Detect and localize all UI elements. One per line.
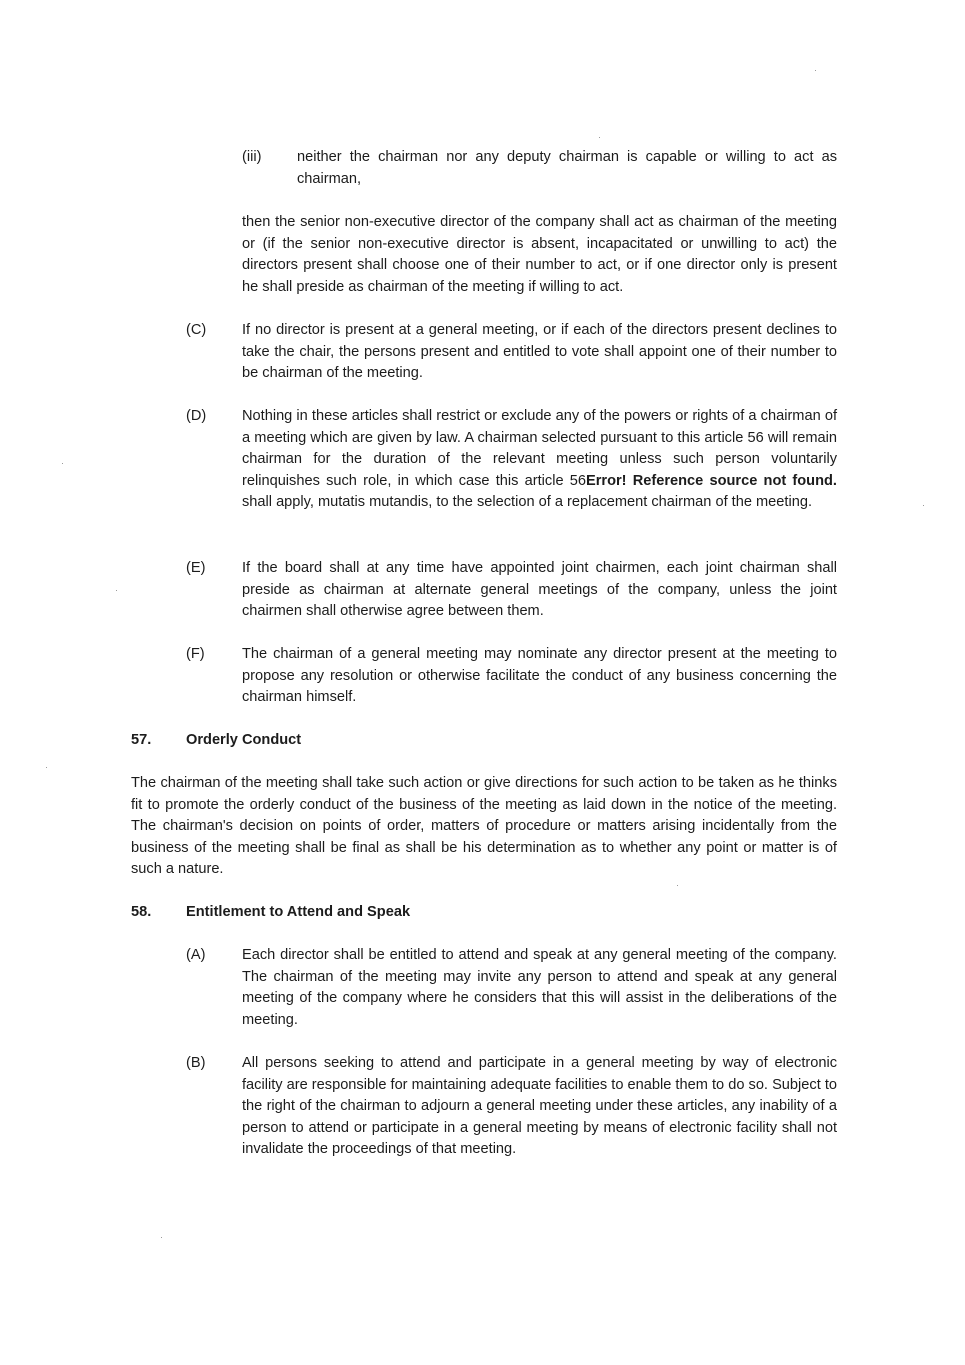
scan-speck [815, 70, 816, 71]
scan-speck [677, 885, 678, 886]
clause-label: (F) [186, 646, 205, 662]
clause-text [242, 406, 837, 514]
article-number: 57. [131, 732, 152, 748]
article-title: Orderly Conduct [186, 732, 302, 748]
clause-text: If the board shall at any time have appointed joint chairmen, each joint chairman shall preside as chairman at alternate general meetings of the company, unless the joint chairmen shall otherwise agree between them. [242, 560, 837, 620]
scan-speck [161, 1237, 162, 1238]
clause-label: (C) [186, 322, 207, 338]
scan-speck [116, 590, 117, 591]
clause-label: (E) [186, 560, 206, 576]
scan-speck [46, 767, 47, 768]
clause-text: All persons seeking to attend and participate in a general meeting by way of electronic facility are responsible for maintaining adequate facilities to enable them to do so. Subject to the right of the chairman to adjourn a general meeting under these articles, any inability of a person to attend or participate in a general meeting by means of electronic facility shall not invalidate the proceedings of that meeting. [242, 1055, 837, 1158]
scan-speck [62, 463, 63, 464]
sub-item-label: (iii) [242, 149, 262, 165]
reference-error-text: Error! Reference source not found. [585, 472, 837, 489]
clause-label: (D) [186, 408, 207, 424]
clause-text: The chairman of a general meeting may nominate any director present at the meeting to propose any resolution or otherwise facilitate the conduct of any business concerning the chairman himself. [242, 646, 837, 706]
clause-text: If no director is present at a general meeting, or if each of the directors present declines to take the chair, the persons present and entitled to vote shall appoint one of their number to be chairman of the meeting. [242, 322, 837, 382]
article-body: The chairman of the meeting shall take such action or give directions for such action to be taken as he thinks fit to promote the orderly conduct of the business of the meeting as laid down in the notice of the meeting. The chairman's decision on points of order, matters of procedure or matters arising incidentally from the business of the meeting shall be final as shall be his determination as to whether any point or matter is of such a nature. [131, 775, 837, 878]
clause-text-before: Nothing in these articles shall restrict or exclude any of the powers or rights of a chairman of a meeting which are given by law. A chairman selected pursuant to this article 56 will remain chairman for the duration of the relevant meeting unless such person voluntarily relinquishes such role, in which case this article 56 [242, 408, 837, 489]
clause-text-after: shall apply, mutatis mutandis, to the selection of a replacement chairman of the meeting. [242, 494, 812, 511]
scan-speck [923, 505, 924, 506]
scan-speck [599, 137, 600, 138]
clause-label: (B) [186, 1055, 206, 1071]
continuation-paragraph: then the senior non-executive director of the company shall act as chairman of the meeting or (if the senior non-executive director is absent, incapacitated or unwilling to act) the directors present shall choose one of their number to act, or if one director only is present he shall preside as chairman of the meeting if willing to act. [242, 214, 837, 295]
clause-label: (A) [186, 947, 206, 963]
article-number: 58. [131, 904, 152, 920]
article-title: Entitlement to Attend and Speak [186, 904, 411, 920]
clause-text: Each director shall be entitled to attend and speak at any general meeting of the company. The chairman of the meeting may invite any person to attend and speak at any general meeting of the company where he considers that this will assist in the deliberations of the meeting. [242, 947, 837, 1028]
sub-item-text: neither the chairman nor any deputy chairman is capable or willing to act as chairman, [297, 149, 837, 187]
